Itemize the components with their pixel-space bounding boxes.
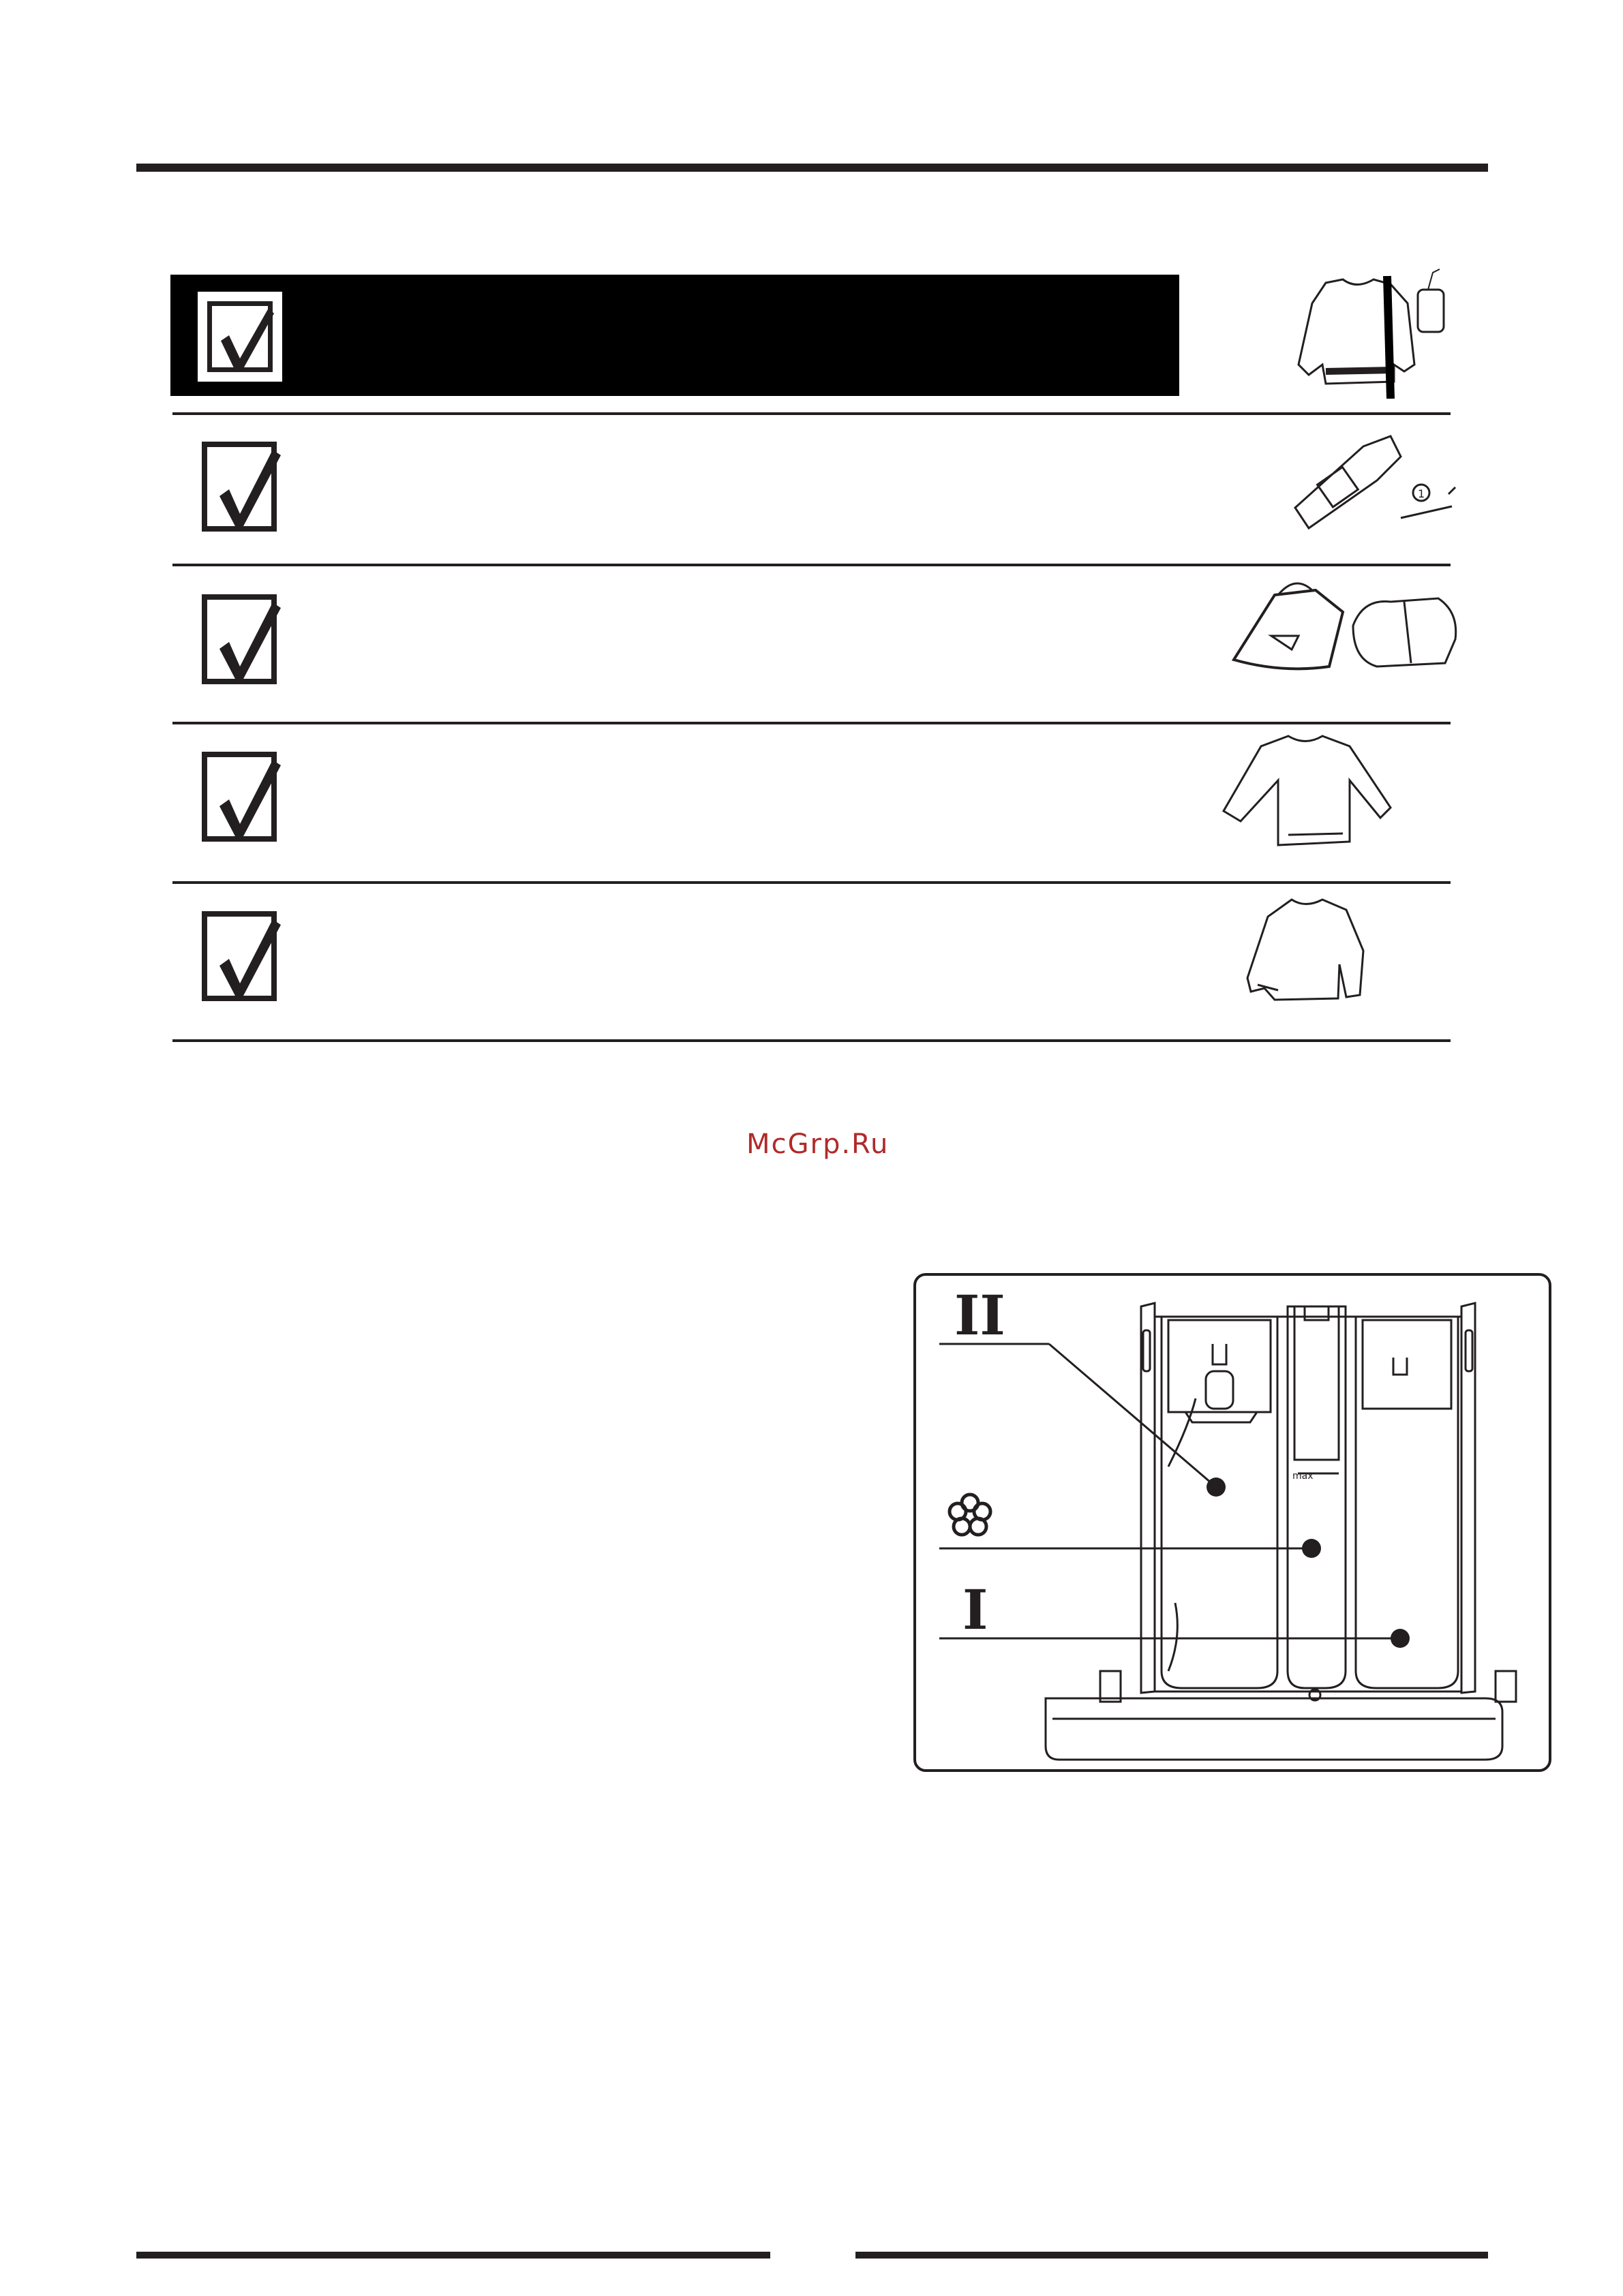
sweater-inside-out-icon [1213, 726, 1404, 848]
row-divider-5 [172, 1039, 1451, 1042]
check-mark-icon [210, 759, 285, 847]
watermark: McGrp.Ru [746, 1129, 890, 1160]
svg-text:1: 1 [1418, 487, 1425, 500]
check-mark-icon [210, 448, 285, 537]
header-bar [170, 275, 1179, 396]
checkbox-4 [202, 752, 277, 842]
bottom-rule-left [136, 2252, 770, 2259]
softener-dot [1302, 1539, 1321, 1558]
check-mark-icon [210, 601, 285, 690]
max-marker: max [1292, 1471, 1314, 1482]
top-rule [136, 164, 1488, 172]
detergent-drawer-figure [913, 1273, 1551, 1772]
main-wash-label: I [962, 1578, 988, 1642]
laundry-bag-jacket-icon [1220, 571, 1472, 680]
checkbox-3 [202, 594, 277, 684]
row-divider-4 [172, 881, 1451, 884]
sweater-tag-icon [1281, 262, 1466, 399]
trousers-coins-icon [1288, 433, 1466, 535]
main-wash-dot [1391, 1629, 1410, 1648]
bottom-rule-right [855, 2252, 1488, 2259]
check-mark-icon [210, 918, 285, 1007]
header-bar-tail [1159, 286, 1179, 388]
sweater-icon [1237, 889, 1374, 1012]
row-divider-3 [172, 722, 1451, 724]
prewash-label: II [954, 1283, 1005, 1347]
checkbox-2 [202, 442, 277, 532]
row-divider-1 [172, 412, 1451, 415]
prewash-dot [1207, 1478, 1226, 1497]
checkbox-5 [202, 911, 277, 1001]
checkbox-1 [198, 292, 282, 382]
check-mark-icon [206, 299, 281, 380]
drawer-drawing [916, 1276, 1550, 1771]
row-divider-2 [172, 564, 1451, 566]
